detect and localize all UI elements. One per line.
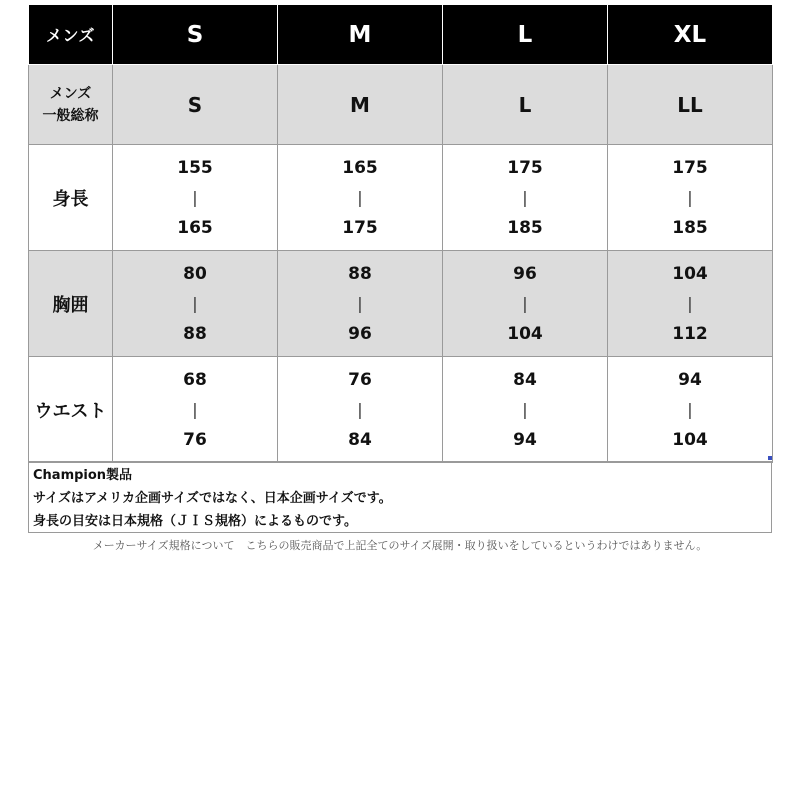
height-label: 身長 xyxy=(29,145,113,251)
range-separator: | xyxy=(192,294,198,313)
range-separator: | xyxy=(522,400,528,419)
general-size-label-line1: メンズ xyxy=(49,85,92,102)
general-size-label xyxy=(29,65,113,145)
header-size-m: M xyxy=(278,5,443,65)
waist-xl-cell xyxy=(608,357,773,463)
height-l-from: 175 xyxy=(507,157,543,178)
waist-s-from: 68 xyxy=(183,369,207,390)
waist-m-cell xyxy=(278,357,443,463)
height-xl-from: 175 xyxy=(672,157,708,178)
general-size-row xyxy=(29,65,773,145)
range-separator: | xyxy=(687,188,693,207)
chest-row xyxy=(29,251,773,357)
range-separator: | xyxy=(357,400,363,419)
chest-label: 胸囲 xyxy=(29,251,113,357)
height-s-to: 165 xyxy=(177,217,213,238)
range-separator: | xyxy=(357,188,363,207)
header-size-s: S xyxy=(113,5,278,65)
height-m-to: 175 xyxy=(342,217,378,238)
general-size-xl: LL xyxy=(608,65,773,145)
footnote-text: メーカーサイズ規格について こちらの販売商品で上記全てのサイズ展開・取り扱いをしているというわけではありません。 xyxy=(92,539,708,552)
note-brand: Champion製品 xyxy=(33,468,133,483)
height-xl-to: 185 xyxy=(672,217,708,238)
height-row xyxy=(29,145,773,251)
general-size-l: L xyxy=(443,65,608,145)
chest-xl-from: 104 xyxy=(672,263,708,284)
chest-l-cell xyxy=(443,251,608,357)
waist-m-to: 84 xyxy=(348,429,372,450)
chest-xl-cell xyxy=(608,251,773,357)
chest-m-cell xyxy=(278,251,443,357)
resize-handle-icon xyxy=(768,456,772,460)
height-s-from: 155 xyxy=(177,157,213,178)
height-l-cell xyxy=(443,145,608,251)
range-separator: | xyxy=(522,188,528,207)
waist-xl-from: 94 xyxy=(678,369,702,390)
range-separator: | xyxy=(522,294,528,313)
waist-m-from: 76 xyxy=(348,369,372,390)
note-sizing: サイズはアメリカ企画サイズではなく、日本企画サイズです。 xyxy=(33,491,392,506)
waist-label: ウエスト xyxy=(29,357,113,463)
height-l-to: 185 xyxy=(507,217,543,238)
chest-s-cell xyxy=(113,251,278,357)
chest-m-from: 88 xyxy=(348,263,372,284)
waist-xl-to: 104 xyxy=(672,429,708,450)
waist-l-to: 94 xyxy=(513,429,537,450)
chest-m-to: 96 xyxy=(348,323,372,344)
waist-l-cell xyxy=(443,357,608,463)
height-s-cell xyxy=(113,145,278,251)
chest-l-from: 96 xyxy=(513,263,537,284)
general-size-s: S xyxy=(113,65,278,145)
general-size-label-line2: 一般総称 xyxy=(42,107,99,124)
chest-s-to: 88 xyxy=(183,323,207,344)
height-m-cell xyxy=(278,145,443,251)
chest-s-from: 80 xyxy=(183,263,207,284)
range-separator: | xyxy=(192,188,198,207)
waist-s-to: 76 xyxy=(183,429,207,450)
waist-l-from: 84 xyxy=(513,369,537,390)
range-separator: | xyxy=(192,400,198,419)
size-header-row xyxy=(29,5,773,65)
chest-l-to: 104 xyxy=(507,323,543,344)
range-separator: | xyxy=(687,294,693,313)
range-separator: | xyxy=(687,400,693,419)
header-size-l: L xyxy=(443,5,608,65)
note-height-standard: 身長の目安は日本規格（ＪＩＳ規格）によるものです。 xyxy=(33,514,357,529)
header-label-cell: メンズ xyxy=(29,5,113,65)
chest-xl-to: 112 xyxy=(672,323,708,344)
waist-row xyxy=(29,357,773,463)
waist-s-cell xyxy=(113,357,278,463)
general-size-m: M xyxy=(278,65,443,145)
header-size-xl: XL xyxy=(608,5,773,65)
range-separator: | xyxy=(357,294,363,313)
height-m-from: 165 xyxy=(342,157,378,178)
height-xl-cell xyxy=(608,145,773,251)
notes-box xyxy=(28,461,772,533)
size-chart-table xyxy=(28,4,773,463)
